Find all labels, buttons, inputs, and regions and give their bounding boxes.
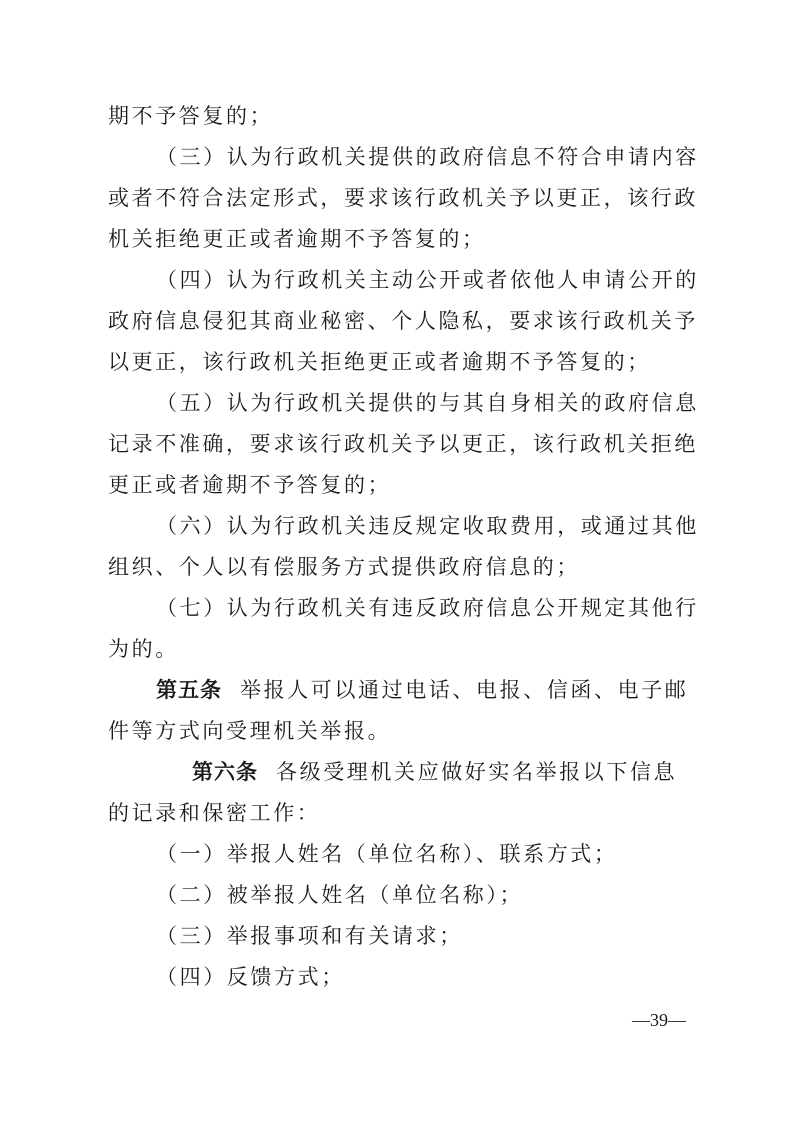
article-text: 举报人可以通过电话、电报、信函、电子邮 (240, 678, 689, 702)
text-line: 更正或者逾期不予答复的； (108, 473, 392, 497)
text-line: 记录不准确，要求该行政机关予以更正，该行政机关拒绝 (108, 432, 698, 456)
document-body (108, 96, 699, 998)
article-text: 各级受理机关应做好实名举报以下信息 (276, 760, 678, 784)
text-line: 或者不符合法定形式，要求该行政机关予以更正，该行政 (108, 186, 698, 210)
text-line: 政府信息侵犯其商业秘密、个人隐私，要求该行政机关予 (108, 309, 698, 333)
paragraph-item-4 (108, 260, 699, 383)
text-line: 为的。 (108, 637, 179, 661)
article-6 (108, 752, 678, 834)
article-5 (108, 670, 689, 752)
text-line: （七）认为行政机关有违反政府信息公开规定其他行 (156, 596, 699, 620)
list-item-2 (108, 875, 678, 916)
list-item-4 (108, 957, 678, 998)
text-line: （一）举报人姓名（单位名称）、联系方式； (156, 842, 618, 866)
text-line: 机关拒绝更正或者逾期不予答复的； (108, 227, 486, 251)
list-item-1 (108, 834, 678, 875)
text-line: （二）被举报人姓名（单位名称）； (156, 883, 524, 907)
paragraph-item-3 (108, 137, 699, 260)
text-line: （三）认为行政机关提供的政府信息不符合申请内容 (156, 145, 699, 169)
text-line: （四）反馈方式； (156, 965, 345, 989)
text-line: 的记录和保密工作： (108, 801, 321, 825)
list-item-3 (108, 916, 678, 957)
text-line: （三）举报事项和有关请求； (156, 924, 463, 948)
text-line (108, 670, 689, 711)
article-heading: 第五条 (156, 678, 222, 702)
article-heading: 第六条 (192, 760, 258, 784)
text-line: 件等方式向受理机关举报。 (108, 719, 392, 743)
text-line (108, 752, 678, 793)
text-line: 期不予答复的； (108, 104, 274, 128)
text-line: （五）认为行政机关提供的与其自身相关的政府信息 (156, 391, 699, 415)
paragraph-item-5 (108, 383, 699, 506)
text-line: （六）认为行政机关违反规定收取费用，或通过其他 (156, 514, 699, 538)
text-line: （四）认为行政机关主动公开或者依他人申请公开的 (156, 268, 699, 292)
paragraph-continuation (108, 96, 678, 137)
text-line: 以更正，该行政机关拒绝更正或者逾期不予答复的； (108, 350, 651, 374)
paragraph-item-7 (108, 588, 699, 670)
paragraph-item-6 (108, 506, 699, 588)
page-number: —39— (632, 1010, 686, 1030)
text-line: 组织、个人以有偿服务方式提供政府信息的； (108, 555, 580, 579)
